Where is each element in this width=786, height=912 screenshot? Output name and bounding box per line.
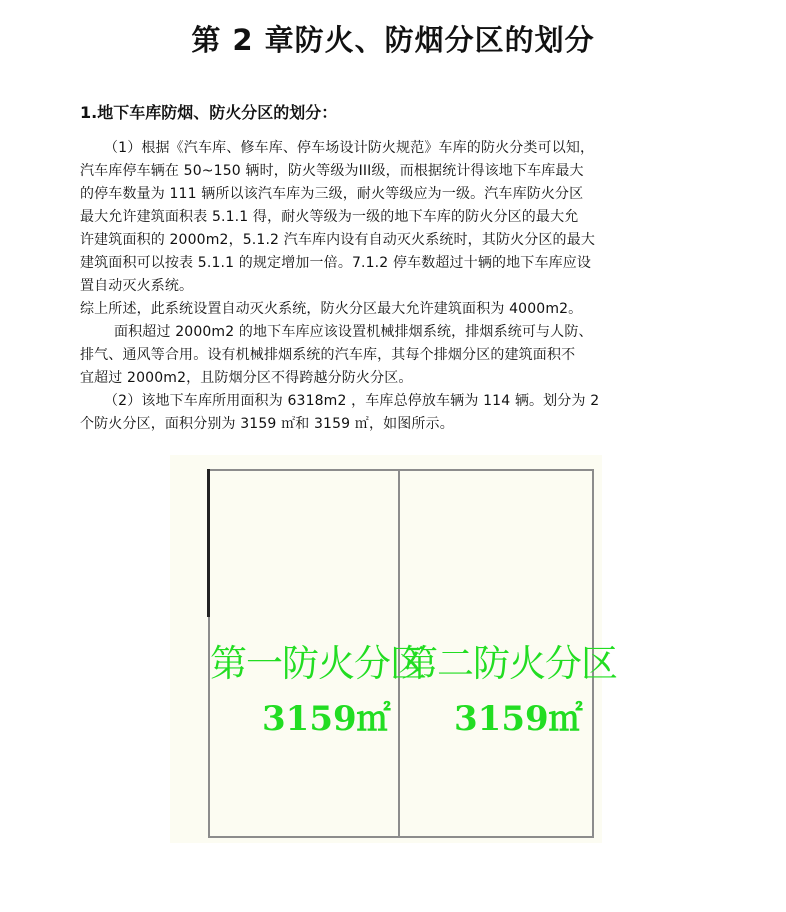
paragraph-line: 排气、通风等合用。设有机械排烟系统的汽车库，其每个排烟分区的建筑面积不 xyxy=(80,347,576,363)
zone2-area: 3159㎡ xyxy=(454,699,583,739)
paragraph-line: （1）根据《汽车库、修车库、停车场设计防火规范》车库的防火分类可以知， xyxy=(104,140,595,156)
paragraph-line: 最大允许建筑面积表 5.1.1 得，耐火等级为一级的地下车库的防火分区的最大允 xyxy=(80,209,579,225)
chapter-title: 第 2 章防火、防烟分区的划分 xyxy=(191,23,595,57)
paragraph-line: 建筑面积可以按表 5.1.1 的规定增加一倍。7.1.2 停车数超过十辆的地下车库应设 xyxy=(80,255,592,271)
paragraph-line: 许建筑面积的 2000m2，5.1.2 汽车库内设有自动灭火系统时，其防火分区的最大 xyxy=(80,232,595,248)
section-heading: 1.地下车库防烟、防火分区的划分： xyxy=(80,103,338,122)
paragraph-line: 汽车库停车辆在 50~150 辆时，防火等级为III级，而根据统计得该地下车库最大 xyxy=(80,163,584,179)
zone1-label: 第一防火分区 xyxy=(210,642,426,685)
wall-edge xyxy=(207,469,210,617)
paragraph-line: （2）该地下车库所用面积为 6318m2 ，车库总停放车辆为 114 辆。划分为 2 xyxy=(104,393,600,409)
paragraph-line: 置自动灭火系统。 xyxy=(80,278,194,294)
paragraph-line: 个防火分区，面积分别为 3159 ㎡和 3159 ㎡，如图所示。 xyxy=(80,416,454,432)
paragraph-line: 宜超过 2000m2，且防烟分区不得跨越分防火分区。 xyxy=(80,370,413,386)
paragraph-line: 的停车数量为 111 辆所以该汽车库为三级，耐火等级应为一级。汽车库防火分区 xyxy=(80,186,584,202)
fire-zone-figure xyxy=(170,455,617,843)
zone2-label: 第二防火分区 xyxy=(401,642,617,685)
zone1-area: 3159㎡ xyxy=(262,699,391,739)
paragraph-line: 面积超过 2000m2 的地下车库应该设置机械排烟系统，排烟系统可与人防、 xyxy=(114,324,593,340)
paragraph-line: 综上所述，此系统设置自动灭火系统，防火分区最大允许建筑面积为 4000m2。 xyxy=(80,301,583,317)
